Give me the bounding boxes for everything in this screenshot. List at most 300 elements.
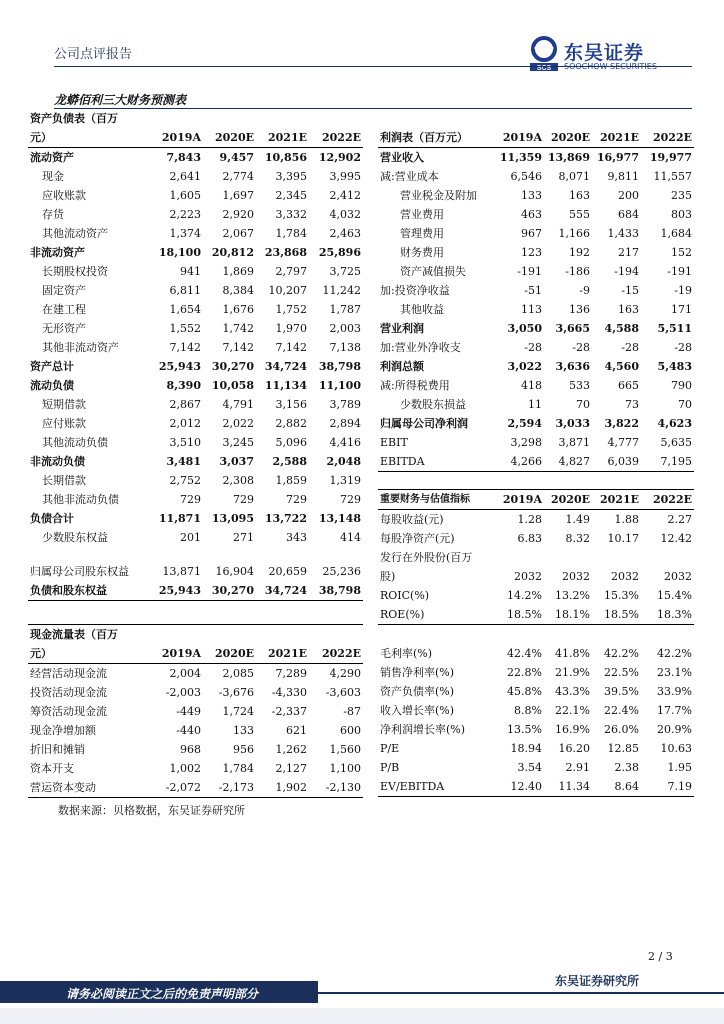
table-row [378,663,694,682]
cell-value: 3.54 [517,761,542,774]
cell-value: 23,868 [264,246,307,259]
row-label: ROIC(%) [380,589,430,602]
table-row [378,701,694,720]
document-title: 龙蟒佰利三大财务预测表 [54,93,187,107]
cell-value: -19 [674,284,692,297]
row-label: 其他流动负债 [42,436,108,449]
row-label: 长期股权投资 [42,265,108,278]
cell-value [544,548,592,567]
year-header: 2019A [492,128,544,148]
row-label: 固定资产 [42,284,86,297]
cell-value: 2032 [664,570,692,583]
row-label: EBIT [380,436,408,449]
cell-value: -4,330 [271,686,307,699]
cell-value: 34,724 [256,581,309,601]
cell-value: 25,236 [322,565,361,578]
cell-value: 600 [340,724,361,737]
row-label: 现金净增加额 [30,724,96,737]
table-row [378,262,694,281]
year-header: 2020E [544,128,592,148]
cell-value: 13,722 [264,512,307,525]
cell-value: 2,882 [275,417,307,430]
cell-value: 8,390 [166,379,201,392]
cell-value: -3,603 [325,686,361,699]
cell-value: 11,242 [322,284,361,297]
row-label: 净利润增长率(%) [380,723,466,736]
cell-value: 2,894 [329,417,361,430]
row-label: 发行在外股份(百万 [380,551,473,564]
cell-value: 3,510 [169,436,201,449]
row-label: 经营活动现金流 [30,667,107,680]
cell-value: 1,676 [222,303,254,316]
cell-value [641,548,694,567]
cell-value: 1.88 [614,513,639,526]
cell-value: 2,774 [222,170,254,183]
cell-value: 7.19 [641,777,694,797]
row-label: 营业收入 [380,151,424,164]
table-row [378,167,694,186]
cell-value: 34,724 [264,360,307,373]
cell-value: 956 [233,743,254,756]
row-label: 利润总额 [380,360,424,373]
cell-value: 1,100 [329,762,361,775]
cell-value: 12,902 [318,151,361,164]
cell-value: 2.38 [614,761,639,774]
cell-value: 70 [576,398,590,411]
year-header: 2020E [203,128,256,148]
table-row [378,319,694,338]
cell-value: 1,859 [275,474,307,487]
row-label: 少数股东权益 [42,531,108,544]
row-label: ROE(%) [378,605,492,625]
row-label: 少数股东损益 [400,398,466,411]
row-label: 销售净利率(%) [380,666,455,679]
cell-value: 414 [340,531,361,544]
cell-value: 12.85 [607,742,639,755]
cell-value: 3,033 [555,417,590,430]
cell-value: 13,869 [547,151,590,164]
logo-mark-text: SCS [536,65,552,72]
cell-value: 12.40 [492,777,544,797]
cell-value: 25,943 [158,360,201,373]
row-label: 毛利率(%) [380,647,433,660]
table-row [28,395,363,414]
cell-value: 1,784 [222,762,254,775]
row-label: 资产负债率(%) [380,685,455,698]
cell-value: 18,100 [158,246,201,259]
cell-value: 7,142 [169,341,201,354]
cell-value [492,548,544,567]
row-label: 负债和股东权益 [28,581,150,601]
table-row [28,581,363,601]
cell-value: 3,665 [555,322,590,335]
cell-value: 2,594 [507,417,542,430]
cell-value: 3,050 [507,322,542,335]
cell-value: 665 [618,379,639,392]
year-header: 2022E [641,128,694,148]
table-row [28,683,363,702]
cell-value: 20,812 [211,246,254,259]
cell-value: 2,867 [169,398,201,411]
table-row [378,395,694,414]
cell-value: -2,130 [309,778,363,798]
cell-value: 2,085 [222,667,254,680]
table-row [28,759,363,778]
report-type: 公司点评报告 [54,47,133,62]
cell-value: 201 [180,531,201,544]
year-header: 2020E [203,644,256,664]
cell-value: 533 [569,379,590,392]
cell-value: 5,635 [660,436,692,449]
cell-value: 1,697 [222,189,254,202]
cell-value: 21.9% [555,666,590,679]
cell-value: 4,623 [657,417,692,430]
cell-value: -28 [524,341,542,354]
cell-value: 113 [521,303,542,316]
table-row [378,452,694,472]
table-row [378,548,694,567]
cell-value: 5,483 [657,360,692,373]
cell-value: 30,270 [211,360,254,373]
year-header: 2020E [544,490,592,510]
cell-value: 1,433 [607,227,639,240]
cell-value: 1,742 [222,322,254,335]
cell-value: 1,319 [329,474,361,487]
row-label: 投资活动现金流 [30,686,107,699]
row-label: 流动资产 [30,151,74,164]
cell-value: 3,022 [507,360,542,373]
cell-value: 3,725 [329,265,361,278]
row-label: 加:营业外净收支 [380,341,461,354]
cell-value: 42.4% [507,647,542,660]
table-row [378,281,694,300]
row-label: 应收账款 [42,189,86,202]
row-label: 减:营业成本 [380,170,439,183]
cell-value: 42.2% [604,647,639,660]
cell-value: 7,195 [641,452,694,472]
cell-value: 4,588 [604,322,639,335]
cell-value: -2,337 [271,705,307,718]
cell-value: 1,605 [169,189,201,202]
cell-value: 2,588 [272,455,307,468]
row-label: 营运资本变动 [28,778,150,798]
table-row [28,528,363,547]
cell-value: 967 [521,227,542,240]
cell-value: 2,022 [222,417,254,430]
cell-value: 10.63 [660,742,692,755]
cell-value: 803 [671,208,692,221]
cell-value: -9 [579,284,590,297]
cell-value: 30,270 [203,581,256,601]
cell-value: 4,266 [492,452,544,472]
table-row [28,205,363,224]
table-row [28,186,363,205]
cell-value: 11 [528,398,542,411]
cell-value: 2,003 [329,322,361,335]
cell-value: 163 [569,189,590,202]
cell-value: 1,724 [222,705,254,718]
cash-flow-title-line1: 现金流量表（百万 [28,625,150,645]
cell-value: 20,659 [268,565,307,578]
cell-value: 4,032 [329,208,361,221]
cell-value: 2032 [562,570,590,583]
cell-value: 70 [678,398,692,411]
year-header: 2019A [150,644,203,664]
row-label: 折旧和摊销 [30,743,85,756]
bottom-strip [0,1008,724,1024]
cell-value: 171 [671,303,692,316]
table-row [28,300,363,319]
cell-value: 8,384 [222,284,254,297]
cell-value: 7,138 [329,341,361,354]
table-row [378,186,694,205]
row-label: 非流动资产 [30,246,85,259]
cell-value: 7,289 [275,667,307,680]
cell-value: -2,173 [203,778,256,798]
cell-value: 3,298 [510,436,542,449]
cell-value: 11,134 [264,379,307,392]
table-row [378,567,694,586]
table-row [378,243,694,262]
table-row [378,338,694,357]
cell-value: 4,791 [222,398,254,411]
valuation-table [378,489,694,797]
cell-value: 2,127 [275,762,307,775]
row-label: 其他收益 [400,303,444,316]
row-label: 流动负债 [30,379,74,392]
table-row [28,357,363,376]
cell-value: 25,896 [318,246,361,259]
cell-value: 16,904 [215,565,254,578]
table-row [378,224,694,243]
row-label: 资产总计 [30,360,74,373]
row-label: EBITDA [378,452,492,472]
logo-text-cn: 东吴证券 [564,42,645,64]
cell-value: 17.7% [657,704,692,717]
cell-value: 12.42 [660,532,692,545]
cell-value: 45.8% [507,685,542,698]
cell-value: 968 [180,743,201,756]
row-label: 归属母公司净利润 [380,417,468,430]
cell-value: 38,798 [309,581,363,601]
row-label: 存货 [42,208,64,221]
table-row [28,338,363,357]
cell-value: 18.3% [641,605,694,625]
cell-value: 271 [233,531,254,544]
cell-value: 2,797 [275,265,307,278]
institute-name: 东吴证券研究所 [555,974,640,988]
cell-value: 4,560 [604,360,639,373]
year-header: 2022E [309,644,363,664]
table-row [378,739,694,758]
cell-value: 2,920 [222,208,254,221]
cell-value: 1,752 [275,303,307,316]
table-row [28,562,363,581]
cell-value: 729 [233,493,254,506]
cell-value: 8.8% [514,704,542,717]
cell-value: -15 [621,284,639,297]
cell-value: 18.1% [544,605,592,625]
cell-value: 463 [521,208,542,221]
cell-value: 1,552 [169,322,201,335]
row-label: 资产减值损失 [400,265,466,278]
cell-value: 1,970 [275,322,307,335]
row-label: P/E [380,742,400,755]
table-row [28,433,363,452]
cell-value: 11,100 [318,379,361,392]
cell-value: 152 [671,246,692,259]
cell-value: 18.94 [510,742,542,755]
cell-value: 22.1% [555,704,590,717]
row-label: 现金 [42,170,64,183]
cell-value: 4,777 [607,436,639,449]
cell-value: 10,207 [268,284,307,297]
cell-value: -449 [176,705,201,718]
row-label: 无形资产 [42,322,86,335]
cell-value: 1,784 [275,227,307,240]
table-row [28,243,363,262]
table-row [28,490,363,509]
cell-value: 3,156 [275,398,307,411]
table-row [28,224,363,243]
cell-value: 73 [625,398,639,411]
cell-value: 2,345 [275,189,307,202]
table-row [28,262,363,281]
cell-value: 1,166 [558,227,590,240]
cell-value: 13.2% [555,589,590,602]
cell-value: 8,071 [558,170,590,183]
cell-value [592,548,641,567]
valuation-title: 重要财务与估值指标 [378,490,492,510]
balance-sheet-table [28,109,363,601]
year-header: 2021E [256,128,309,148]
cell-value: 729 [180,493,201,506]
header-rule [54,66,692,67]
cell-value: 15.4% [657,589,692,602]
table-row [378,376,694,395]
cell-value: 2,048 [326,455,361,468]
row-label: 归属母公司股东权益 [30,565,129,578]
cell-value: 1,869 [222,265,254,278]
cell-value: 25,943 [150,581,203,601]
table-row [378,357,694,376]
cell-value: 217 [618,246,639,259]
cell-value: 11.34 [544,777,592,797]
table-row [28,376,363,395]
row-label: 营业费用 [400,208,444,221]
row-label: 应付账款 [42,417,86,430]
cell-value: 20.9% [657,723,692,736]
data-source-note: 数据来源：贝格数据，东吴证券研究所 [58,804,245,817]
cell-value: 133 [233,724,254,737]
year-header: 2021E [592,128,641,148]
cell-value: 3,636 [555,360,590,373]
cell-value: 22.4% [604,704,639,717]
cell-value: 3,245 [222,436,254,449]
cell-value: 8.64 [592,777,641,797]
cell-value: -2,003 [165,686,201,699]
disclaimer-note: 请务必阅读正文之后的免责声明部分 [66,987,259,1001]
table-row [28,319,363,338]
row-label: 长期借款 [42,474,86,487]
cell-value: 235 [671,189,692,202]
cell-value: 26.0% [604,723,639,736]
cell-value: 4,416 [329,436,361,449]
cell-value: 3,871 [558,436,590,449]
cell-value: -191 [517,265,542,278]
cell-value: 18.5% [592,605,641,625]
cell-value: -2,072 [150,778,203,798]
row-label: 股) [380,570,396,583]
cell-value: 133 [521,189,542,202]
cell-value: 2,752 [169,474,201,487]
cell-value: 729 [340,493,361,506]
cell-value: 13,095 [211,512,254,525]
cell-value: -186 [565,265,590,278]
cell-value: 13,871 [162,565,201,578]
cell-value: 22.8% [507,666,542,679]
table-row [28,509,363,528]
cell-value: 790 [671,379,692,392]
row-label: EV/EBITDA [378,777,492,797]
row-label: P/B [380,761,400,774]
table-row [28,702,363,721]
cell-value: 192 [569,246,590,259]
cell-value: 3,395 [275,170,307,183]
cell-value: 200 [618,189,639,202]
cell-value: 1.95 [667,761,692,774]
cell-value: 3,789 [329,398,361,411]
cell-value: 555 [569,208,590,221]
cell-value: -28 [674,341,692,354]
table-row [28,452,363,471]
cell-value: 621 [286,724,307,737]
row-label: 非流动负债 [30,455,85,468]
cell-value: 6,546 [510,170,542,183]
cell-value: 2,067 [222,227,254,240]
cell-value: 3,822 [604,417,639,430]
table-row [378,433,694,452]
cell-value: 23.1% [657,666,692,679]
cell-value: 7,843 [166,151,201,164]
cell-value: 11,557 [653,170,692,183]
cash-flow-title-line2: 元） [28,644,150,664]
cell-value: 2,463 [329,227,361,240]
row-label: 其他非流动负债 [42,493,119,506]
cell-value: 4,827 [544,452,592,472]
year-header: 2021E [256,644,309,664]
spacer-row [378,625,694,645]
table-row [28,721,363,740]
cell-value: 2.27 [667,513,692,526]
row-label: 收入增长率(%) [380,704,455,717]
cell-value: 7,142 [275,341,307,354]
table-row [378,644,694,663]
cell-value: -28 [572,341,590,354]
cell-value: 13,148 [318,512,361,525]
cell-value: 123 [521,246,542,259]
cell-value: 941 [180,265,201,278]
cell-value: 136 [569,303,590,316]
cell-value: 6,811 [169,284,201,297]
cell-value: 39.5% [604,685,639,698]
row-label: 短期借款 [42,398,86,411]
table-row [378,510,694,530]
cell-value: 3,995 [329,170,361,183]
row-label: 减:所得税费用 [380,379,450,392]
cell-value: 2,004 [169,667,201,680]
cell-value: 9,457 [219,151,254,164]
